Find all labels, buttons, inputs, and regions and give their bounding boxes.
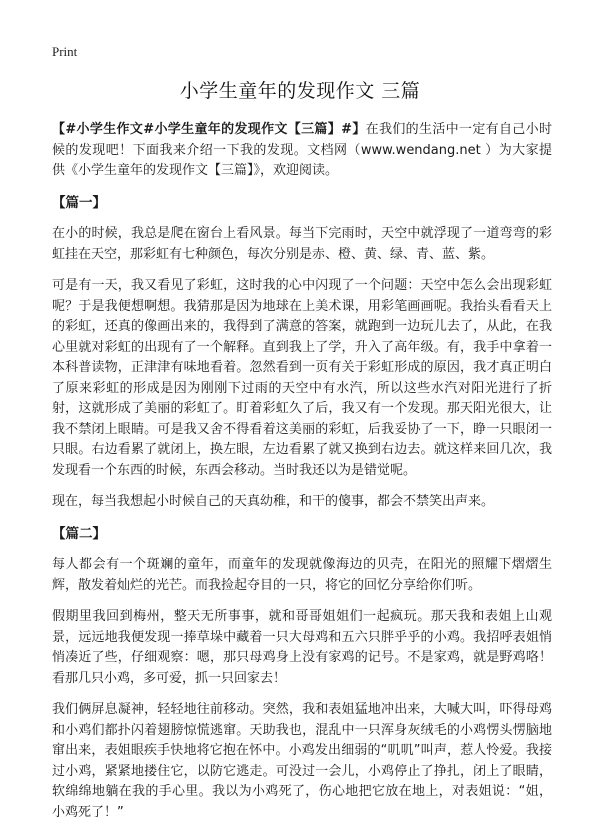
intro-text: 在我们的生活中一定有自己小时候的发现吧！下面我来介绍一下我的发现。文档网（www.wendang.net ）为大家提供《小学生童年的发现作文【三篇】》，欢迎阅读。 [52,122,552,178]
section-2-paragraph: 假期里我回到梅州，整天无所事事，就和哥哥姐姐们一起疯玩。那天我和表姐上山观景，远远地我便发现一捧草垛中藏着一只大母鸡和五六只胖乎乎的小鸡。我招呼表姐悄悄凑近了些，仔细观察：嗯，那只母鸡身上没有家鸡的记号。不是家鸡，就是野鸡咯！看那几只小鸡，多可爱，抓一只回家去！ [52,609,552,686]
section-1-paragraph: 现在，每当我想起小时候自己的天真幼稚，和干的傻事，都会不禁笑出声来。 [52,494,495,509]
section-2-paragraph: 每人都会有一个斑斓的童年，而童年的发现就像海边的贝壳，在阳光的照耀下熠熠生辉，散发着灿烂的光芒。而我捡起夺目的一只，将它的回忆分享给你们听。 [52,557,552,593]
section-heading-2: 【篇二】 [52,525,106,542]
intro-paragraph [52,120,552,182]
section-1-paragraph: 可是有一天，我又看见了彩虹，这时我的心中闪现了一个问题：天空中怎么会出现彩虹呢？于是我便想啊想。我猜那是因为地球在上美术课，用彩笔画画呢。我抬头看看天上的彩虹，还真的像画出来的，我得到了满意的答案，就跑到一边玩儿去了，从此，在我心里就对彩虹的出现有了一个解释。直到我上了学，升入了高年级。有，我手中拿着一本科普读物，正津津有味地看着。忽然看到一页有关于彩虹形成的原因，我才真正明白了原来彩虹的形成是因为刚刚下过雨的天空中有水汽，所以这些水汽对阳光进行了折射，这就形成了美丽的彩虹了。盯着彩虹久了后，我又有一个发现。那天阳光很大，让我不禁闭上眼睛。可是我又舍不得看着这美丽的彩虹，后我妥协了一下，睁一只眼闭一只眼。右边看累了就闭上，换左眼，左边看累了就又换到右边去。就这样来回几次，我发现看一个东西的时候，东西会移动。当时我还以为是错觉呢。 [52,278,552,478]
section-1-paragraph: 在小的时候，我总是爬在窗台上看风景。每当下完雨时，天空中就浮现了一道弯弯的彩虹挂在天空，那彩虹有七种颜色，每次分别是赤、橙、黄、绿、青、蓝、紫。 [52,226,552,262]
page-title: 小学生童年的发现作文 三篇 [179,80,421,102]
section-2-paragraph: 我们俩屏息凝神，轻轻地往前移动。突然，我和表姐猛地冲出来，大喊大叫，吓得母鸡和小鸡们都扑闪着翅膀惊慌逃窜。天助我也，混乱中一只浑身灰绒毛的小鸡愣头愣脑地窜出来，表姐眼疾手快地将它抱在怀中。小鸡发出细弱的“叽叽”叫声，惹人怜爱。我接过小鸡，紧紧地搂住它，以防它逃走。可没过一会儿，小鸡停止了挣扎，闭上了眼睛，软绵绵地躺在我的手心里。我以为小鸡死了，伤心地把它放在地上，对表姐说：“姐，小鸡死了！” [52,702,552,820]
intro-tag: 【#小学生作文#小学生童年的发现作文【三篇】#】 [52,122,366,137]
article-body [52,120,552,834]
section-heading-1: 【篇一】 [52,194,106,211]
print-link[interactable]: Print [52,44,78,59]
